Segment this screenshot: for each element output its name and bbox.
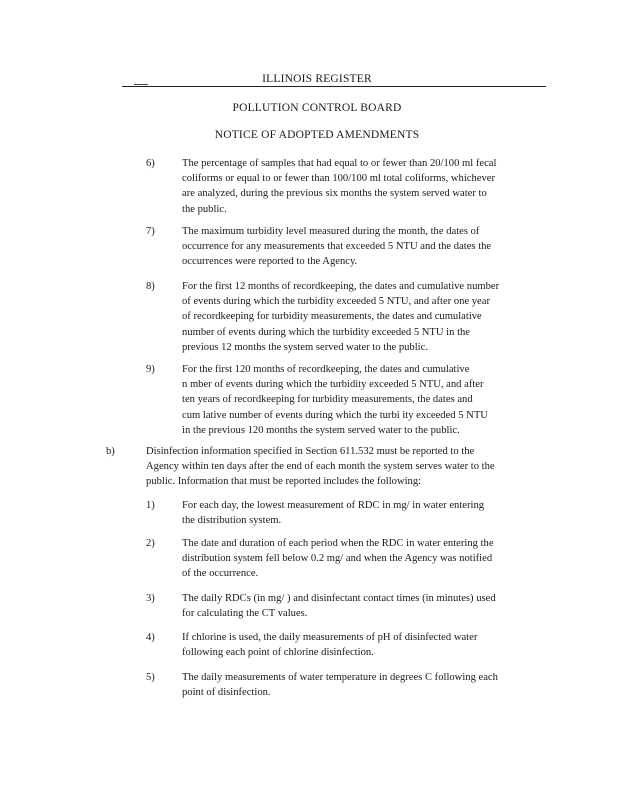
item-number: 8) (146, 281, 155, 292)
item-line: The maximum turbidity level measured during the month, the dates of (182, 226, 480, 237)
item-line: of the occurrence. (182, 568, 259, 580)
item-line: The daily RDCs (in mg/ ) and disinfectant contact times (in minutes) used (182, 593, 496, 604)
item-number: 1) (146, 500, 155, 511)
item-line: If chlorine is used, the daily measurements of pH of disinfected water (182, 632, 478, 643)
item-line: the public. (182, 203, 227, 215)
item-line: distribution system fell below 0.2 mg/ and when the Agency was notified (182, 553, 493, 565)
item-line: n mber of events during which the turbidity exceeded 5 NTU, and after (182, 379, 484, 391)
item-line: For each day, the lowest measurement of RDC in mg/ in water entering (182, 500, 485, 511)
item-line: For the first 12 months of recordkeeping, the dates and cumulative number (182, 281, 500, 292)
item-line: point of disinfection. (182, 687, 271, 699)
board-title: POLLUTION CONTROL BOARD (232, 102, 402, 114)
item-number: 7) (146, 226, 155, 237)
item-number: 6) (146, 158, 155, 169)
item-number: 5) (146, 672, 155, 683)
item-line: of recordkeeping for turbidity measurements, the dates and cumulative (182, 311, 482, 323)
item-number: 2) (146, 538, 155, 549)
item-line: The daily measurements of water temperature in degrees C following each (182, 672, 498, 683)
item-line: number of events during which the turbidity exceeded 5 NTU in the (182, 326, 471, 338)
section-line: Disinfection information specified in Section 611.532 must be reported to the (146, 446, 475, 457)
item-line: cum lative number of events during which the turbi ity exceeded 5 NTU (182, 409, 488, 421)
item-number: 9) (146, 364, 155, 375)
item-number: 3) (146, 593, 155, 604)
item-number: 4) (146, 632, 155, 643)
item-line: for calculating the CT values. (182, 608, 308, 620)
item-line: previous 12 months the system served water to the public. (182, 341, 428, 353)
header-rule (122, 86, 546, 87)
item-line: coliforms or equal to or fewer than 100/100 ml total coliforms, whichever (182, 173, 496, 185)
register-title: ILLINOIS REGISTER (262, 73, 372, 85)
item-line: of events during which the turbidity exceeded 5 NTU, and after one year (182, 296, 490, 308)
item-line: For the first 120 months of recordkeeping, the dates and cumulative (182, 364, 470, 375)
item-line: occurrence for any measurements that exceeded 5 NTU and the dates the (182, 241, 492, 253)
item-line: occurrences were reported to the Agency. (182, 256, 358, 268)
item-line: are analyzed, during the previous six months the system served water to (182, 188, 487, 200)
item-line: in the previous 120 months the system served water to the public. (182, 424, 460, 436)
item-line: ten years of recordkeeping for turbidity measurements, the dates and (182, 394, 473, 406)
item-line: following each point of chlorine disinfection. (182, 647, 374, 659)
item-line: the distribution system. (182, 515, 282, 527)
notice-title: NOTICE OF ADOPTED AMENDMENTS (214, 129, 420, 141)
section-line: public. Information that must be reported includes the following: (146, 476, 422, 488)
item-line: The percentage of samples that had equal to or fewer than 20/100 ml fecal (182, 158, 497, 169)
section-line: Agency within ten days after the end of each month the system serves water to the (146, 461, 495, 473)
item-line: The date and duration of each period when the RDC in water entering the (182, 538, 494, 549)
section-letter: b) (106, 446, 115, 457)
